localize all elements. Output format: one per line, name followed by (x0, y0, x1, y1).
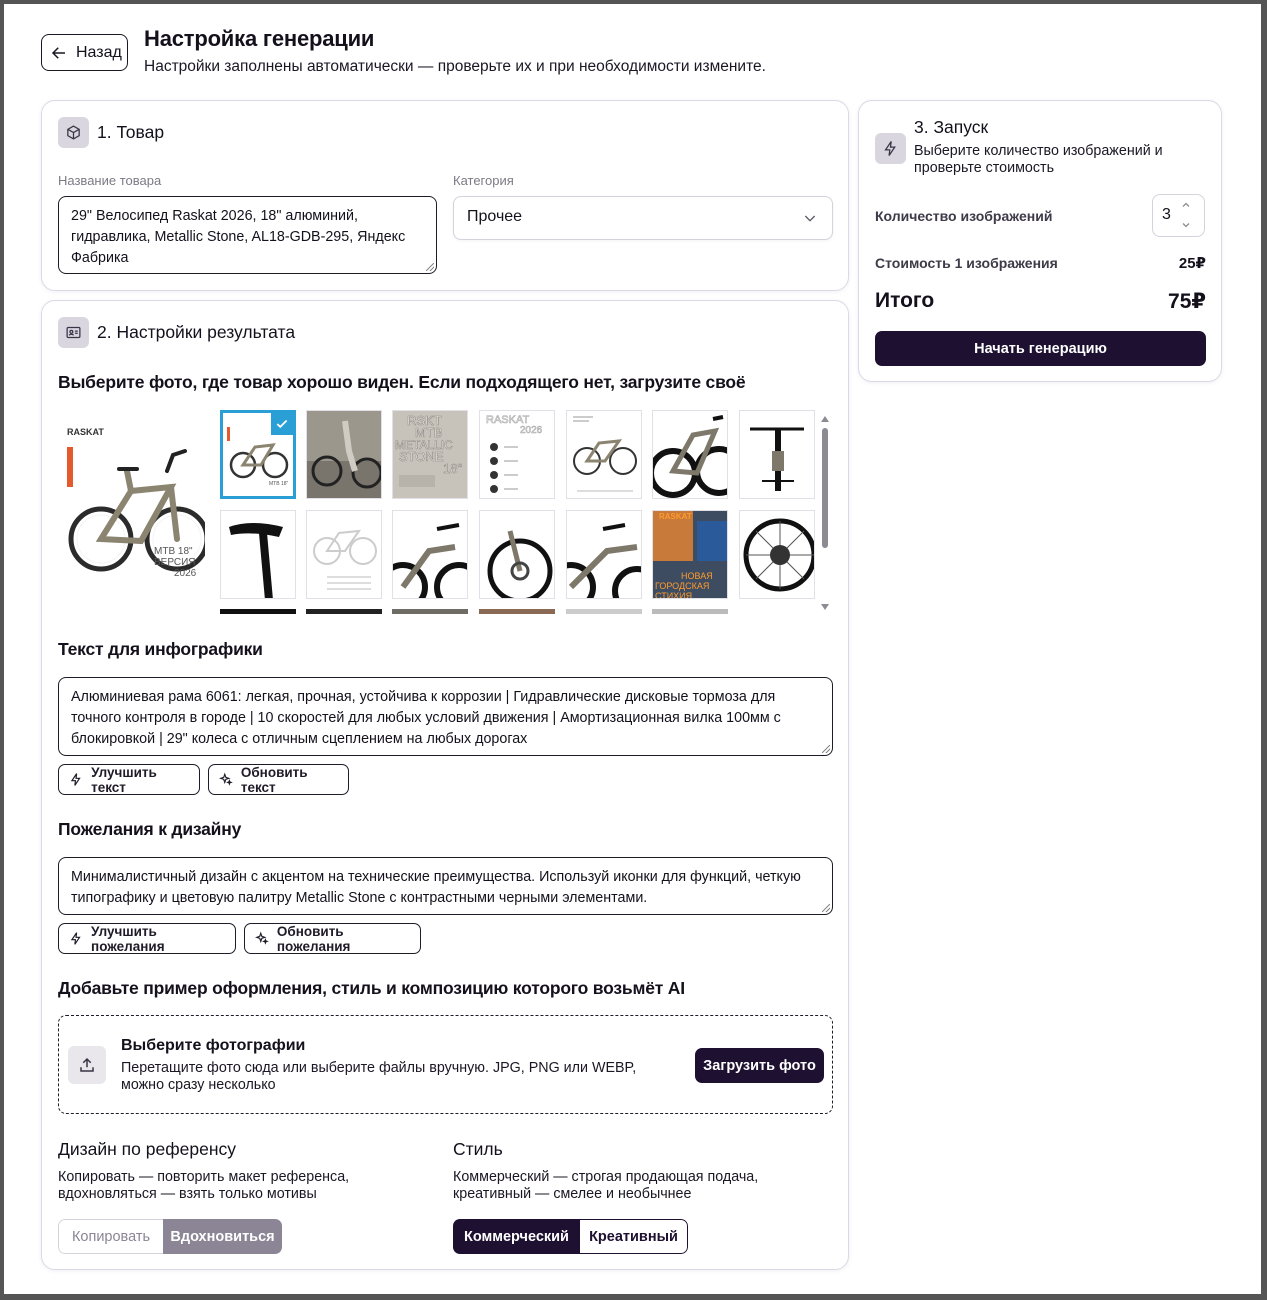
infographic-text-value: Алюминиевая рама 6061: легкая, прочная, устойчива к коррозии | Гидравлические дисковые тормоза для точного контроля в городе | 10 скоростей для любых условий движения | Амортизационная вилка 100мм с блокировкой | 29" колеса с отличным сцеплением на любых дорогах (71, 689, 781, 747)
page-subtitle: Настройки заполнены автоматически — проверьте их и при необходимости измените. (144, 58, 766, 75)
style-description: Коммерческий — строгая продающая подача, креативный — смелее и необычнее (453, 1169, 759, 1202)
photo-thumb-11[interactable] (479, 510, 555, 599)
style-heading: Стиль (453, 1139, 503, 1159)
main-photo-caption-3: 2026 (174, 568, 197, 579)
example-heading: Добавьте пример оформления, стиль и композицию которого возьмёт AI (58, 978, 685, 998)
city-text-3: СТИХИЯ (655, 591, 693, 599)
photo-thumb-3[interactable] (392, 410, 468, 499)
upload-photo-button[interactable]: Загрузить фото (695, 1048, 824, 1083)
product-section-title: 1. Товар (97, 122, 165, 142)
main-photo-brand: RASKAT (67, 427, 104, 437)
main-photo-caption-1: MTB 18" (154, 546, 193, 557)
photo-thumb-8[interactable] (220, 510, 296, 599)
photo-thumb-13[interactable] (652, 510, 728, 599)
category-label: Категория (453, 173, 514, 188)
product-name-value: 29" Велосипед Raskat 2026, 18" алюминий, гидравлика, Metallic Stone, AL18-GDB-295, Яндекс Фабрика (71, 208, 406, 266)
photo-row-3-clipped (220, 609, 815, 614)
thumb-raskat-text: RASKAT (659, 512, 692, 521)
total-value: 75₽ (1168, 290, 1206, 313)
improve-text-label: Улучшить текст (91, 764, 157, 795)
resize-grip[interactable] (822, 904, 830, 912)
photo-thumb-2[interactable] (306, 410, 382, 499)
count-value: 3 (1162, 206, 1171, 223)
improve-text-button[interactable] (58, 764, 200, 795)
main-product-photo[interactable] (59, 411, 205, 581)
arrow-left-icon (50, 44, 68, 62)
photos-heading: Выберите фото, где товар хорошо виден. Если подходящего нет, загрузите своё (58, 372, 746, 392)
upload-icon (68, 1046, 106, 1084)
photos-scrollbar-thumb[interactable] (822, 428, 828, 548)
photo-thumb-14[interactable] (739, 510, 815, 599)
infographic-heading: Текст для инфографики (58, 639, 263, 659)
refresh-text-button[interactable] (208, 764, 349, 795)
rskt-text-1: RSKT (407, 413, 442, 428)
infographic-text-field[interactable] (58, 677, 833, 756)
lightning-icon (875, 133, 906, 164)
chevron-up-icon[interactable] (1180, 199, 1192, 211)
raskat2026-text-1: RASKAT (486, 414, 530, 426)
category-select[interactable] (453, 196, 833, 240)
svg-text:MTB 18": MTB 18" (269, 481, 289, 487)
design-text-field[interactable] (58, 857, 833, 915)
unit-cost-label: Стоимость 1 изображения (875, 255, 1058, 271)
photo-thumb-10[interactable] (392, 510, 468, 599)
chevron-down-icon[interactable] (1180, 219, 1192, 231)
reference-heading: Дизайн по референсу (58, 1139, 236, 1159)
refresh-design-button[interactable] (244, 923, 421, 954)
improve-design-label: Улучшить пожелания (91, 923, 165, 954)
lightning-icon (69, 931, 83, 946)
count-stepper[interactable] (1152, 194, 1205, 237)
back-button-label: Назад (76, 43, 122, 61)
style-option-commercial[interactable]: Коммерческий (453, 1219, 580, 1254)
refresh-design-label: Обновить пожелания (276, 923, 351, 954)
rskt-text-5: 18" (443, 461, 463, 476)
check-icon (271, 413, 293, 435)
rskt-text-2: MTB (415, 425, 443, 440)
resize-grip[interactable] (822, 745, 830, 753)
reference-option-copy[interactable]: Копировать (58, 1219, 163, 1254)
reference-description: Копировать — повторить макет референса, вдохновляться — взять только мотивы (58, 1169, 350, 1202)
design-text-value: Минималистичный дизайн с акцентом на технические преимущества. Используй иконки для функций, четкую типографику и цветовую палитру Metallic Stone с контрастными черными элементами. (71, 869, 801, 906)
photo-thumb-9[interactable] (306, 510, 382, 599)
start-generation-button[interactable]: Начать генерацию (875, 331, 1206, 366)
sparkles-icon (219, 772, 233, 787)
design-heading: Пожелания к дизайну (58, 819, 242, 839)
photo-thumb-7[interactable] (739, 410, 815, 499)
count-label: Количество изображений (875, 208, 1053, 224)
photo-thumb-12[interactable] (566, 510, 642, 599)
back-button[interactable] (41, 34, 128, 71)
photo-thumb-6[interactable] (652, 410, 728, 499)
lightning-icon (69, 772, 83, 787)
style-option-creative[interactable]: Креативный (580, 1219, 688, 1254)
total-label: Итого (875, 289, 935, 312)
launch-section-title: 3. Запуск (914, 117, 989, 137)
style-toggle[interactable] (453, 1219, 688, 1254)
main-photo-caption-2: ВЕРСИЯ (154, 557, 196, 568)
chevron-down-icon (802, 210, 818, 226)
rskt-text-3: METALLIC (395, 438, 453, 452)
page-title: Настройка генерации (144, 26, 375, 51)
rskt-text-4: STONE (399, 449, 444, 464)
photo-thumb-5[interactable] (566, 410, 642, 499)
product-name-label: Название товара (58, 173, 162, 188)
upload-dropzone[interactable] (58, 1015, 833, 1114)
reference-toggle[interactable] (58, 1219, 282, 1254)
upload-description: Перетащите фото сюда или выберите файлы вручную. JPG, PNG или WEBP, можно сразу несколько (121, 1060, 637, 1093)
launch-section-description: Выберите количество изображений и проверьте стоимость (914, 143, 1163, 176)
box-icon (58, 117, 89, 148)
result-section-title: 2. Настройки результата (97, 322, 296, 342)
reference-option-inspire[interactable]: Вдохновиться (163, 1219, 282, 1254)
city-text-2: ГОРОДСКАЯ (655, 581, 710, 591)
product-name-field[interactable] (58, 196, 437, 274)
sparkles-icon (255, 931, 269, 946)
refresh-text-label: Обновить текст (240, 764, 308, 795)
improve-design-button[interactable] (58, 923, 236, 954)
photo-thumb-4[interactable] (479, 410, 555, 499)
unit-cost-value: 25₽ (1178, 255, 1206, 272)
resize-grip[interactable] (426, 263, 434, 271)
upload-title: Выберите фотографии (121, 1037, 306, 1054)
photo-thumb-1[interactable] (220, 410, 296, 499)
raskat2026-text-2: 2026 (520, 425, 543, 436)
id-card-icon (58, 317, 89, 348)
category-value: Прочее (467, 208, 523, 225)
city-text-1: НОВАЯ (681, 571, 713, 581)
